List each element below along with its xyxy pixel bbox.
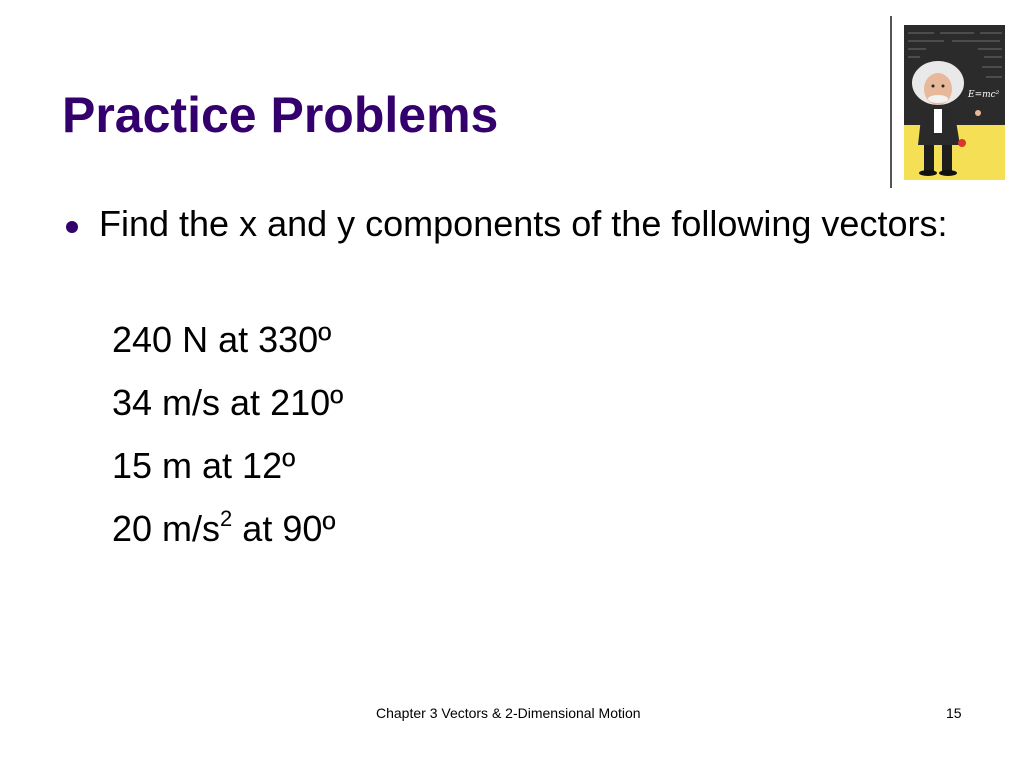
problem-item: 240 N at 330º xyxy=(112,319,332,360)
problem-item xyxy=(112,507,336,551)
problem-magnitude: 20 m/s xyxy=(112,508,221,549)
slide-title: Practice Problems xyxy=(62,87,499,143)
bullet-dot-icon xyxy=(66,221,78,233)
footer-chapter: Chapter 3 Vectors & 2-Dimensional Motion xyxy=(376,705,641,721)
problem-angle: at 90º xyxy=(232,508,336,549)
problem-exponent: 2 xyxy=(220,506,233,531)
einstein-illustration-svg xyxy=(904,25,1005,180)
vertical-divider xyxy=(890,16,892,188)
einstein-illustration xyxy=(904,25,1005,180)
bullet-text: Find the x and y components of the following vectors: xyxy=(99,203,948,244)
page-number: 15 xyxy=(946,705,962,721)
equation-label: E=mc² xyxy=(968,90,1000,100)
problem-item: 34 m/s at 210º xyxy=(112,382,344,423)
problem-item: 15 m at 12º xyxy=(112,445,296,486)
